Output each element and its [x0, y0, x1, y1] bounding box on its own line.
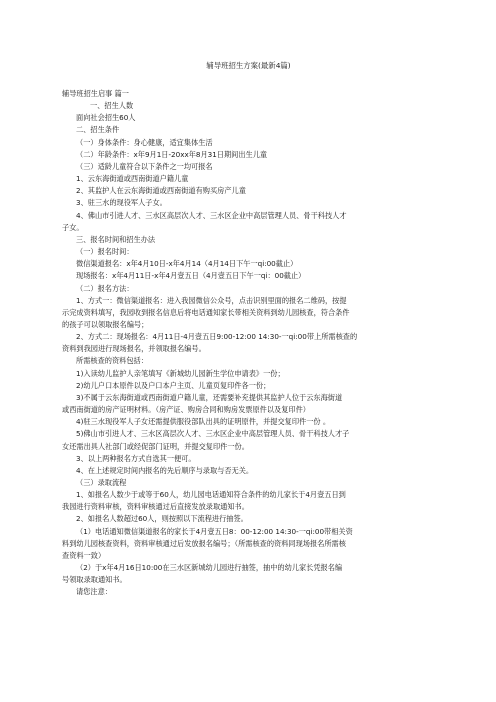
text-line: 4、佛山市引进人才、三水区高层次人才、三水区企业中高层管理人员、骨干科技人才: [76, 210, 347, 220]
text-line: 面向社会招生60人: [76, 113, 136, 123]
text-line: 2)幼儿户口本原件以及户口本户主页、儿童页复印件各一份；: [76, 380, 271, 390]
text-line: 所需核查的资料包括：: [76, 356, 148, 366]
text-line: 或西南街道的房产证明材料。（房产证、购房合同和购房发票原件以及复印件）: [62, 405, 310, 415]
text-line: 2、如报名人数超过60人，则按照以下流程进行抽签。: [76, 514, 248, 524]
text-line: 现场报名：x年4月11日-x年4月壹五日（4月壹五日下午一qi：00截止）: [76, 271, 306, 281]
text-line: 2、其监护人在云东海街道或西南街道有购买房产儿童: [76, 186, 246, 196]
text-line: 我园进行资料审核，资料审核通过后直接发放录取通知书。: [62, 502, 249, 512]
text-line: 请您注意：: [76, 587, 112, 597]
text-line: （二）年龄条件：x年9月1日-20xx年8月31日期间出生儿童: [76, 149, 268, 159]
text-line: 1)入读幼儿监护人亲笔填写《新城幼儿园新生学位申请表》一份；: [76, 368, 285, 378]
text-line: （一）身体条件：身心健康，适宜集体生活: [76, 137, 213, 147]
text-line: （二）报名方法：: [76, 283, 134, 293]
text-line: 4)驻三水现役军人子女还需提供服役部队出具的证明原件，并提交复印件一份 。: [76, 417, 331, 427]
text-line: 示完成资料填写，我园收到报名信息后将电话通知家长带相关资料到幼儿园核查，符合条件: [62, 307, 350, 317]
text-line: 查资料一致）: [62, 550, 106, 560]
text-line: 女还需出具人社部门或经促部门证明，并提交复印件一份。: [62, 441, 249, 451]
text-line: 3、以上两种报名方式自选其一便可。: [76, 453, 196, 463]
text-line: 1、云东海街道或西南街道户籍儿童: [76, 174, 189, 184]
text-line: 三、报名时间和招生办法: [76, 234, 156, 244]
text-line: 微信渠道报名：x年4月10日-x年4月14（4月14日下午一qi:00截止）: [76, 259, 298, 269]
text-line: 4、在上述规定时间内报名的先后顺序与录取与否无关。: [76, 465, 254, 475]
text-line: 一、招生人数: [90, 101, 134, 111]
text-line: 资料到我园进行现场报名，并领取报名编号。: [62, 344, 206, 354]
text-line: 辅导班招生启事 篇一: [62, 89, 129, 98]
text-line: 的孩子可以领取报名编号；: [62, 319, 149, 329]
text-line: 子女。: [62, 222, 84, 232]
document-title: 辅导班招生方案(最新4篇): [206, 61, 291, 70]
text-line: （一）报名时间：: [76, 247, 134, 257]
text-line: （三）适龄儿童符合以下条件之一均可报名: [76, 161, 213, 171]
text-line: 料到幼儿园核查资料，资料审核通过后发放报名编号；（所需核查的资料同现场报名所需核: [62, 538, 346, 548]
text-line: 5)佛山市引进人才、三水区高层次人才、三水区企业中高层管理人员、骨干科技人才子: [76, 429, 350, 439]
text-line: 1、方式一：微信渠道报名：进入我园微信公众号，点击识别里面的报名二维码，按提: [76, 295, 347, 305]
text-line: 1、如报名人数少于或等于60人，幼儿园电话通知符合条件的幼儿家长于4月壹五日到: [76, 490, 346, 500]
text-line: 3)不属于云东海街道或西南街道户籍儿童，还需要补充提供其监护人位于云东海街道: [76, 392, 343, 402]
text-line: 2、方式二：现场报名：4月11日-4月壹五日9:00-12:00 14:30-一qi:00带上所需核查的: [76, 332, 358, 342]
text-line: 二、招生条件: [76, 125, 120, 135]
text-line: （2）于x年4月16日10:00在三水区新城幼儿园进行抽签，抽中的幼儿家长凭报名编: [76, 563, 343, 573]
text-line: 号领取录取通知书。: [62, 575, 127, 585]
text-line: （1）电话通知微信渠道报名的家长于4月壹五日8：00-12:00 14:30-一qi:00带相关资: [76, 526, 353, 536]
document-body: [62, 88, 435, 599]
text-line: 3、驻三水的现役军人子女。: [76, 198, 167, 208]
text-line: （三）录取流程: [76, 478, 127, 487]
